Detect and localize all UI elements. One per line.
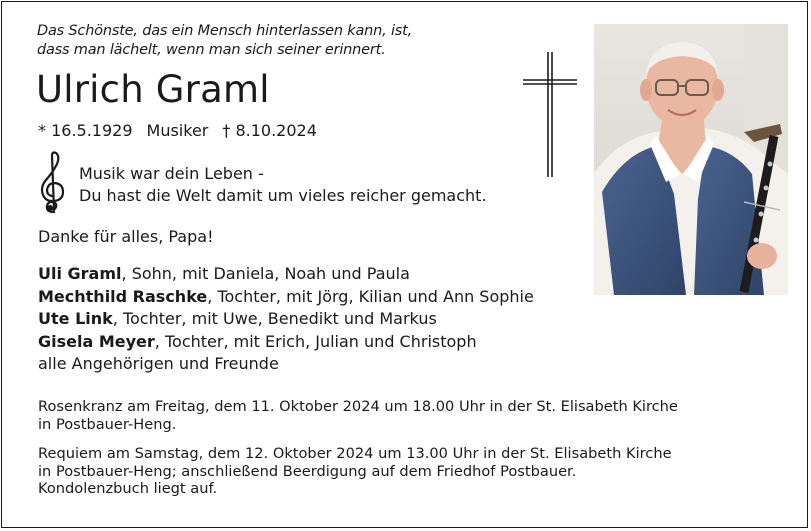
requiem-line-3: Kondolenzbuch liegt auf. [38, 480, 218, 497]
rosary-line-2: in Postbauer-Heng. [38, 415, 177, 433]
mourner-name: Uli Graml [38, 264, 122, 283]
mourner-detail: , Tochter, mit Erich, Julian und Christoph [154, 331, 477, 351]
life-dates [38, 121, 317, 141]
birth-date: * 16.5.1929 [38, 121, 133, 140]
mourner-entry [38, 286, 534, 309]
thanks-line: Danke für alles, Papa! [38, 227, 214, 246]
requiem-notice [38, 445, 672, 498]
requiem-line-1: Requiem am Samstag, dem 12. Oktober 2024 um 13.00 Uhr in der St. Elisabeth Kirche [38, 445, 672, 462]
portrait-photo [594, 24, 788, 295]
rosary-line-1: Rosenkranz am Freitag, dem 11. Oktober 2024 um 18.00 Uhr in der St. Elisabeth Kirche [38, 398, 678, 415]
mourners-closing: alle Angehörigen und Freunde [38, 354, 279, 373]
motto [79, 163, 487, 207]
mourner-name: Gisela Meyer [38, 331, 155, 351]
motto-line-1: Musik war dein Leben - [79, 164, 264, 183]
requiem-line-2: in Postbauer-Heng; anschließend Beerdigung auf dem Friedhof Postbauer. [38, 462, 577, 480]
mourner-entry [38, 308, 534, 331]
mourner-detail: , Tochter, mit Uwe, Benedikt und Markus [112, 309, 437, 328]
memorial-quote [37, 22, 412, 60]
treble-clef-icon [38, 150, 68, 216]
mourner-name: Mechthild Raschke [38, 286, 208, 306]
mourner-name: Ute Link [38, 309, 113, 328]
mourner-detail: , Sohn, mit Daniela, Noah und Paula [121, 264, 410, 283]
latin-cross-icon [523, 52, 577, 177]
motto-line-2: Du hast die Welt damit um vieles reicher gemacht. [79, 186, 487, 205]
quote-line-1: Das Schönste, das ein Mensch hinterlassen kann, ist, [37, 23, 413, 39]
quote-line-2: dass man lächelt, wenn man sich seiner erinnert. [37, 42, 386, 58]
mourner-entry [38, 331, 534, 354]
rosary-notice [38, 398, 678, 433]
death-date: † 8.10.2024 [222, 121, 317, 140]
deceased-name: Ulrich Graml [36, 68, 270, 111]
profession: Musiker [146, 121, 209, 140]
mourners-list [38, 263, 534, 376]
mourner-detail: , Tochter, mit Jörg, Kilian und Ann Sophie [207, 286, 534, 306]
mourner-entry [38, 263, 534, 286]
